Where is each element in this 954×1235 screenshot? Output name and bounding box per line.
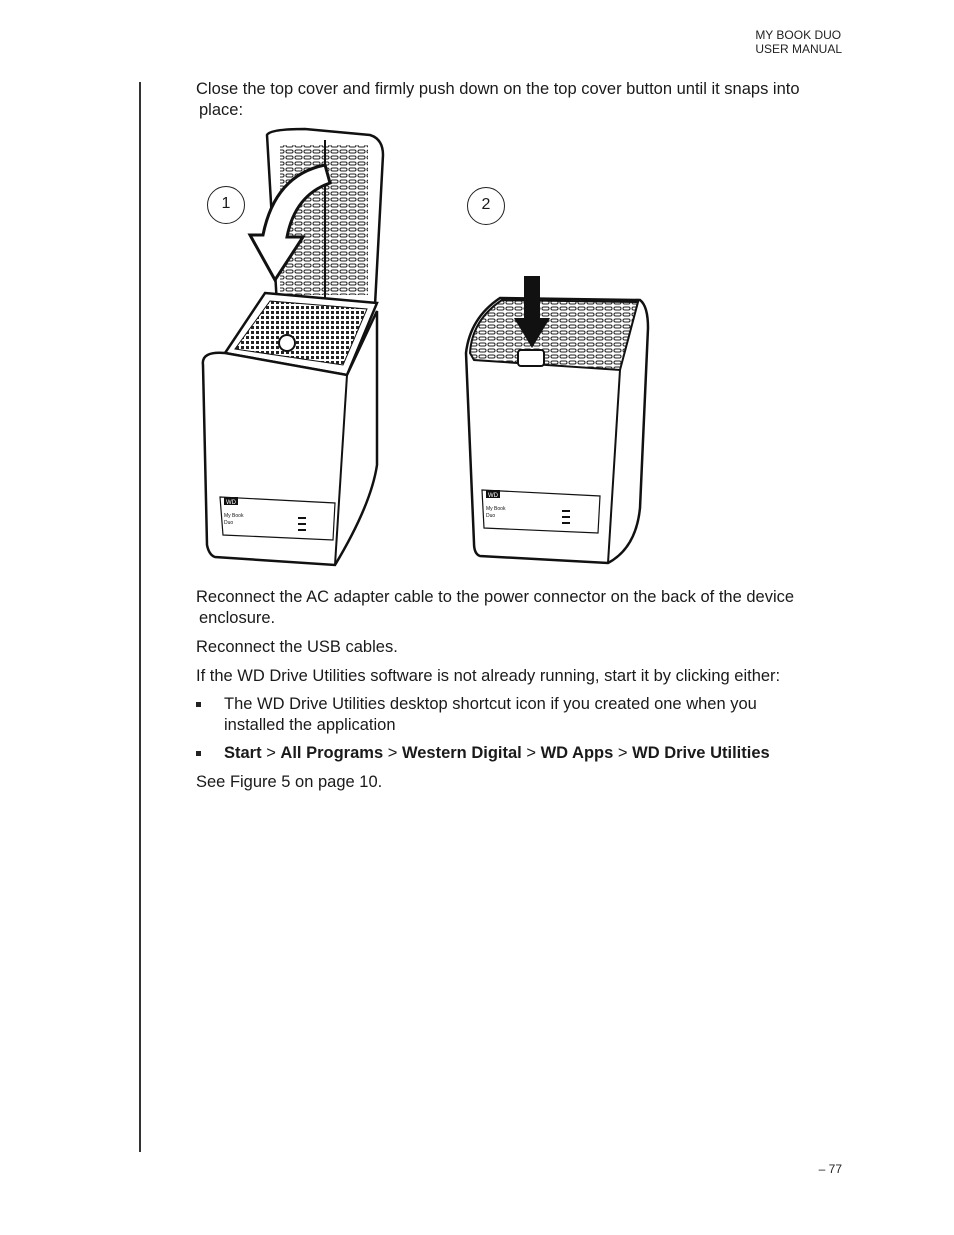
step-reconnect-usb: Reconnect the USB cables.	[196, 638, 398, 656]
bullet1-line1: The WD Drive Utilities desktop shortcut icon if you created one when you	[224, 695, 757, 713]
drive2-logo: WD	[488, 493, 498, 499]
step-number-1: 1	[207, 186, 245, 224]
drive1-brand: My Book	[224, 513, 244, 519]
bullet-desktop-shortcut	[196, 694, 846, 736]
page-number: – 77	[818, 1162, 842, 1176]
step-number-2: 2	[467, 187, 505, 225]
step-close-line1: Close the top cover and firmly push down on the top cover button until it snaps into	[196, 80, 800, 98]
drive1-model: Duo	[224, 520, 234, 526]
drive1-logo: WD	[226, 500, 236, 506]
step-start-utilities: If the WD Drive Utilities software is not already running, start it by clicking either:	[196, 667, 781, 685]
left-margin-rule	[139, 82, 141, 1152]
drive-illustration-open-cover	[195, 125, 395, 575]
drive-illustration-closed-cover	[460, 258, 655, 573]
menu-start: Start	[224, 744, 262, 762]
menu-all-programs: All Programs	[280, 744, 384, 762]
menu-separator: >	[617, 744, 628, 762]
menu-separator: >	[387, 744, 398, 762]
menu-separator: >	[526, 744, 536, 762]
bullet1-line2: installed the application	[224, 716, 396, 734]
bullet-square-icon	[196, 751, 201, 756]
menu-wd-drive-utilities: WD Drive Utilities	[632, 744, 770, 762]
menu-wd-apps: WD Apps	[540, 744, 614, 762]
step-ac-line1: Reconnect the AC adapter cable to the power connector on the back of the device	[196, 588, 795, 606]
step-close-cover	[196, 79, 846, 121]
drive2-brand: My Book	[486, 506, 506, 512]
bullet-start-menu-path	[196, 743, 846, 764]
drive2-model: Duo	[486, 513, 496, 519]
menu-separator: >	[266, 744, 276, 762]
see-figure-reference: See Figure 5 on page 10.	[196, 773, 383, 791]
step-close-line2: place:	[199, 101, 244, 119]
step-reconnect-ac	[196, 587, 846, 629]
header-doc-title: USER MANUAL	[755, 42, 842, 56]
header-product: MY BOOK DUO	[755, 28, 842, 42]
bullet-square-icon	[196, 702, 201, 707]
step-ac-line2: enclosure.	[199, 609, 276, 627]
running-header	[755, 28, 842, 56]
menu-western-digital: Western Digital	[401, 744, 522, 762]
